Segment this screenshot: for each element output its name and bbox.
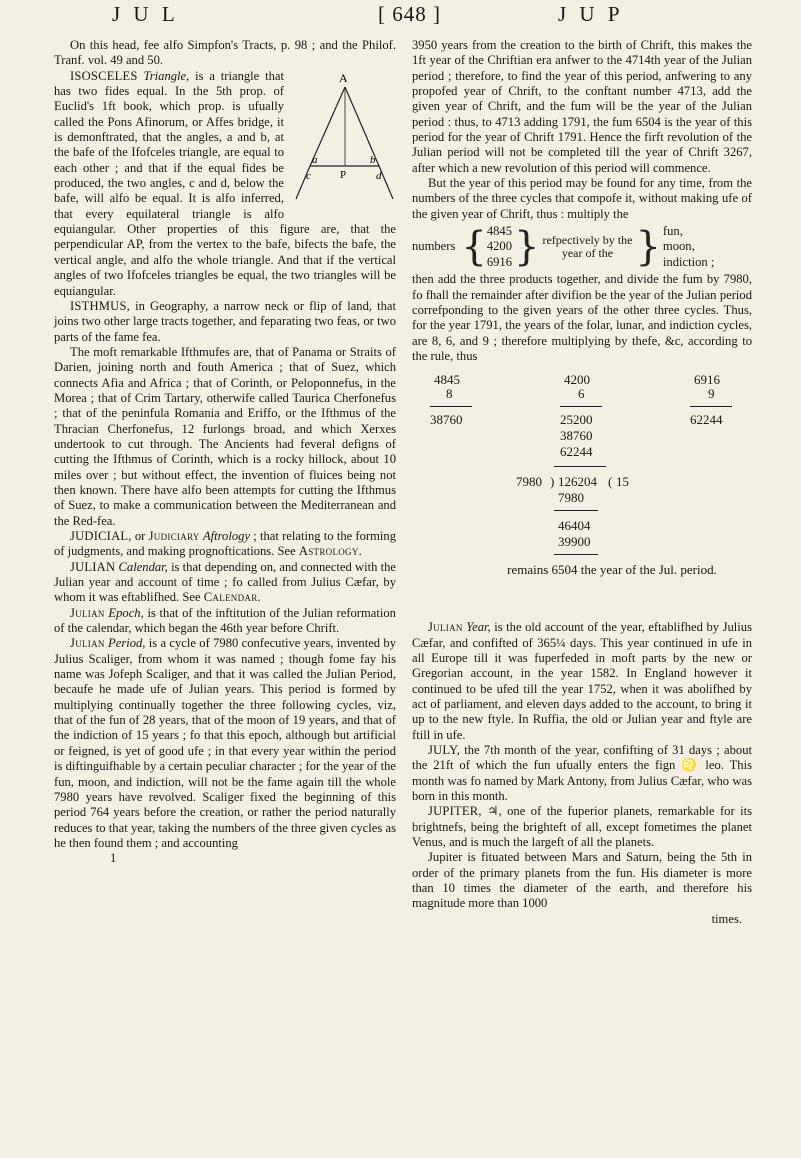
entry-label: Epoch, — [108, 605, 144, 620]
cross-reference: Astrology. — [298, 544, 363, 559]
calc-rule — [690, 406, 732, 407]
calc-number: 46404 — [558, 518, 591, 534]
calc-number: 7980 — [558, 490, 584, 506]
calc-number: 6 — [578, 386, 585, 402]
triangle-diagram — [288, 71, 396, 221]
julian-calendar-entry — [54, 560, 396, 606]
simpson-reference-paragraph: On this head, fee alfo Simpfon's Tracts, p. 98 ; and the Philof. Tranf. vol. 49 and 50. — [54, 38, 396, 68]
entry-label: Triangle, — [143, 68, 190, 83]
entry-label: Calendar, — [118, 559, 168, 574]
isthmus-entry — [54, 299, 396, 345]
angle-label-a: a — [312, 153, 318, 166]
jupiter-definition: one of the fuperior planets, remarkable for its brightnefs, being the brighteft of all, except fometimes the planet Venus, and is much the largeft of all the planets. — [412, 804, 752, 850]
calc-rule — [560, 406, 602, 407]
entry-headword: JULIAN — [70, 559, 116, 574]
cycle-name: fun, — [662, 224, 683, 239]
products-paragraph: then add the three products together, and divide the fum by 7980, fo fhall the remainder after divifion be the year of the Julian period correfponding to the given years of the other three cycles. Thus, for the year 1791, the years of the folar, lunar, and indiction cycles, are 8, 6, and 9 ; therefore multiplying by thefe, &c, according to the rule, thus — [412, 272, 752, 363]
cross-reference: Calendar. — [203, 590, 261, 605]
cycle-number: 6916 — [486, 254, 513, 269]
catchword: times. — [711, 911, 742, 926]
entry-alt-headword: Judiciary — [148, 529, 200, 543]
cycle-number: 4845 — [486, 224, 513, 239]
angle-label-b: b — [370, 153, 376, 166]
running-head-left: J U L — [112, 2, 179, 26]
calc-number: 8 — [446, 386, 453, 402]
entry-headword: JULY, — [428, 742, 461, 757]
judicial-entry — [54, 529, 396, 560]
calc-number: 39900 — [558, 534, 591, 550]
isosceles-definition: is a triangle that has two fides equal. In the 5th prop. of Euclid's 1ft book, which prop. is ufually called the Pons Afinorum, or Affes bridge, it is demonftrated, that the angles, a and b, at the bafe of the Ifofceles triangle, are equal to each other ; and that if the equal fides be produced, the two angles, c and d, below the bafe, will alfo be equal. It is alfo inferred, that every equilateral triangle is alfo equiangular. Other properties of this figure are, that the perpendicular AP, from the vertex to the bafe, bifects the bafe, the vertical angle, and alfo the whole triangle. And that if the vertical angles of two Ifofceles triangles be equal, the two triangles will be equiangular. — [54, 68, 396, 298]
calc-number: 62244 — [690, 412, 723, 428]
entry-headword: Julian — [70, 636, 105, 651]
isosceles-triangle-figure — [288, 71, 396, 221]
jupiter-symbol-icon: ♃, — [487, 804, 502, 819]
multiplication-rule — [412, 224, 752, 270]
calc-number: 4845 — [434, 372, 460, 388]
calc-number: 15 — [616, 474, 629, 490]
vertex-label-A: A — [339, 70, 348, 85]
cycle-name: moon, — [662, 239, 695, 254]
calc-number: 4200 — [564, 372, 590, 388]
calc-number: 126204 — [558, 474, 597, 490]
left-brace-icon: { — [461, 224, 487, 271]
cycle-names — [661, 224, 714, 270]
entry-headword: Julian — [70, 605, 105, 620]
judicial-definition: ; that relating to the forming of judgments, and making prognoftications. See — [54, 529, 396, 559]
calc-number: 38760 — [560, 428, 593, 444]
isthmus-examples: The moft remarkable Ifthmufes are, that of Panama or Straits of Darien, joining north and fouth America ; that of Suez, which connects Afia and Africa ; that of Corinth, or Peloponnefus, in the Morea ; that of Crim Tartary, otherwife called Taurica Cherfonefus ; that of the peninfula Romania and Eriffo, or the Ifthmus of the Thracian Cherfonefus, 12 furlongs broad, and which Xerxes undertook to cut through. The Ancients had feveral defigns of cutting the Ifthmus of Corinth, which is a rocky hillock, about 10 miles over ; but without effect, the invention of fluices being not then known. There have alfo been attempts for cutting the Ifthmus of Suez, to make a communication between the Mediterranean and the Red-fea. — [54, 344, 396, 528]
angle-label-c: c — [306, 169, 311, 182]
signature-mark: 1 — [110, 851, 117, 866]
running-head — [0, 2, 801, 32]
isosceles-entry — [54, 69, 396, 299]
julian-epoch-definition: is that of the inftitution of the Julian reformation of the calendar, which began the 46th year before Chrift. — [54, 605, 396, 636]
jupiter-details: Jupiter is fituated between Mars and Saturn, being the 5th in order of the primary planets from the fun. His diameter is more than 10 times the diameter of the earth, and therefore his magnitude more than 1000 — [412, 850, 752, 911]
calc-symbol: ( — [608, 474, 613, 490]
remainder-result: remains 6504 the year of the Jul. period. — [507, 562, 717, 578]
entry-headword: JUDICIAL, — [70, 529, 132, 543]
julian-period-continued: 3950 years from the creation to the birth of Chrift, this makes the 1ft year of the Chriftian era anfwer to the 4714th year of the Julian period ; therefore, to find the year of this period, anfwering to any propofed year of Chrift, to the conftant number 4713, add the given year of Chrift, and the fum will be the year of the Julian period : thus, to 4713 adding 1791, the fum 6504 is the year of this period for the year of Chrift 1791. Hence the firft revolution of the Julian period will not be completed till the year of Chrift 3267, after which a new revolution of this period will commence. — [412, 38, 752, 175]
calc-number: 6916 — [694, 372, 720, 388]
cycle-numbers — [487, 224, 514, 270]
calc-rule — [554, 554, 598, 555]
respectively-text: refpectively by the year of the — [542, 233, 633, 261]
calc-number: 62244 — [560, 444, 593, 460]
julian-year-entry — [412, 620, 752, 743]
calc-number: 38760 — [430, 412, 463, 428]
worked-calculation — [412, 366, 752, 616]
left-column — [54, 38, 396, 867]
calc-rule — [430, 406, 472, 407]
calc-rule — [554, 466, 606, 467]
isthmus-definition: in Geography, a narrow neck or flip of land, that joins two other large tracts together, and feparating two feas, or two parts of the fame fea. — [54, 298, 396, 344]
entry-headword: Julian — [428, 620, 463, 635]
entry-label: Year, — [466, 620, 491, 635]
numbers-word: numbers — [412, 239, 456, 254]
calc-symbol: ) — [550, 474, 555, 490]
julian-period-definition: is a cycle of 7980 confecutive years, invented by Julius Scaliger, from whom it was named ; though fome fay his name was Jofeph Scaliger, and that it was called the Julian Period, becaufe he made ufe of Julian years. This period is formed by multiplying continually together the three following cycles, viz, that of the fun of 28 years, that of the moon of 19 years, and that of the indiction of 15 years ; fo that this epoch, although but artificial or feigned, is yet of good ufe ; in that every year within the period is diftinguifhable by a certain peculiar character ; for the year of the fun, moon, and indiction, will not be the fame again till the whole 7980 years have revolved. Scaliger fixed the beginning of this period 764 years before the creation, or rather the period naturally reduces to that year, taking the numbers of the three given cycles as he then found them ; and accounting — [54, 636, 396, 850]
entry-headword: ISOSCELES — [70, 68, 138, 83]
right-column — [412, 38, 752, 927]
julian-calendar-definition: is that depending on, and connected with the Julian year and account of time ; fo called from Julius Cæfar, by whom it was eftablifhed. See — [54, 559, 397, 605]
calc-rule — [554, 510, 598, 511]
cycle-number: 4200 — [486, 239, 513, 254]
calc-number: 25200 — [560, 412, 593, 428]
july-entry — [412, 743, 752, 804]
cycle-name: indiction ; — [662, 254, 715, 269]
jupiter-entry — [412, 804, 752, 850]
point-label-P: P — [340, 168, 347, 181]
right-brace-icon: } — [635, 224, 661, 271]
running-head-right: J U P — [558, 2, 624, 26]
entry-label: Period, — [108, 636, 146, 651]
july-definition: the 7th month of the year, confifting of 31 days ; about the 21ft of which the fun ufually enters the fign ♌ leo. This month was fo named by Mark Antony, from Julius Cæfar, who was born in this month. — [412, 742, 752, 803]
entry-headword: ISTHMUS, — [70, 298, 131, 313]
angle-label-d: d — [376, 169, 382, 182]
cycle-method-paragraph: But the year of this period may be found for any time, from the numbers of the three cycles that compofe it, without making ufe of the given year of Chrift, thus : multiply the — [412, 176, 752, 221]
entry-label: Aftrology — [202, 529, 251, 543]
page-number: [ 648 ] — [378, 2, 441, 26]
julian-year-definition: is the old account of the year, eftablifhed by Julius Cæfar, and confifted of 365¼ days. This year continued in ufe in all Europe till it was fuperfeded in moft parts by the new or Gregorian account, in the year 1582. In England however it continued to be ufed till the year 1752, when it was abolifhed by act of parliament, and eleven days added to the account, to bring it up to the new ftyle. In Ruffia, the old or Julian year and ftyle are ftill in ufe. — [412, 620, 752, 742]
julian-period-entry — [54, 636, 396, 851]
calc-number: 9 — [708, 386, 715, 402]
calc-number: 7980 — [516, 474, 542, 490]
right-brace-icon: } — [514, 224, 540, 271]
entry-conjunction: or — [134, 529, 146, 543]
entry-headword: JUPITER, — [428, 804, 482, 819]
julian-epoch-entry — [54, 606, 396, 637]
